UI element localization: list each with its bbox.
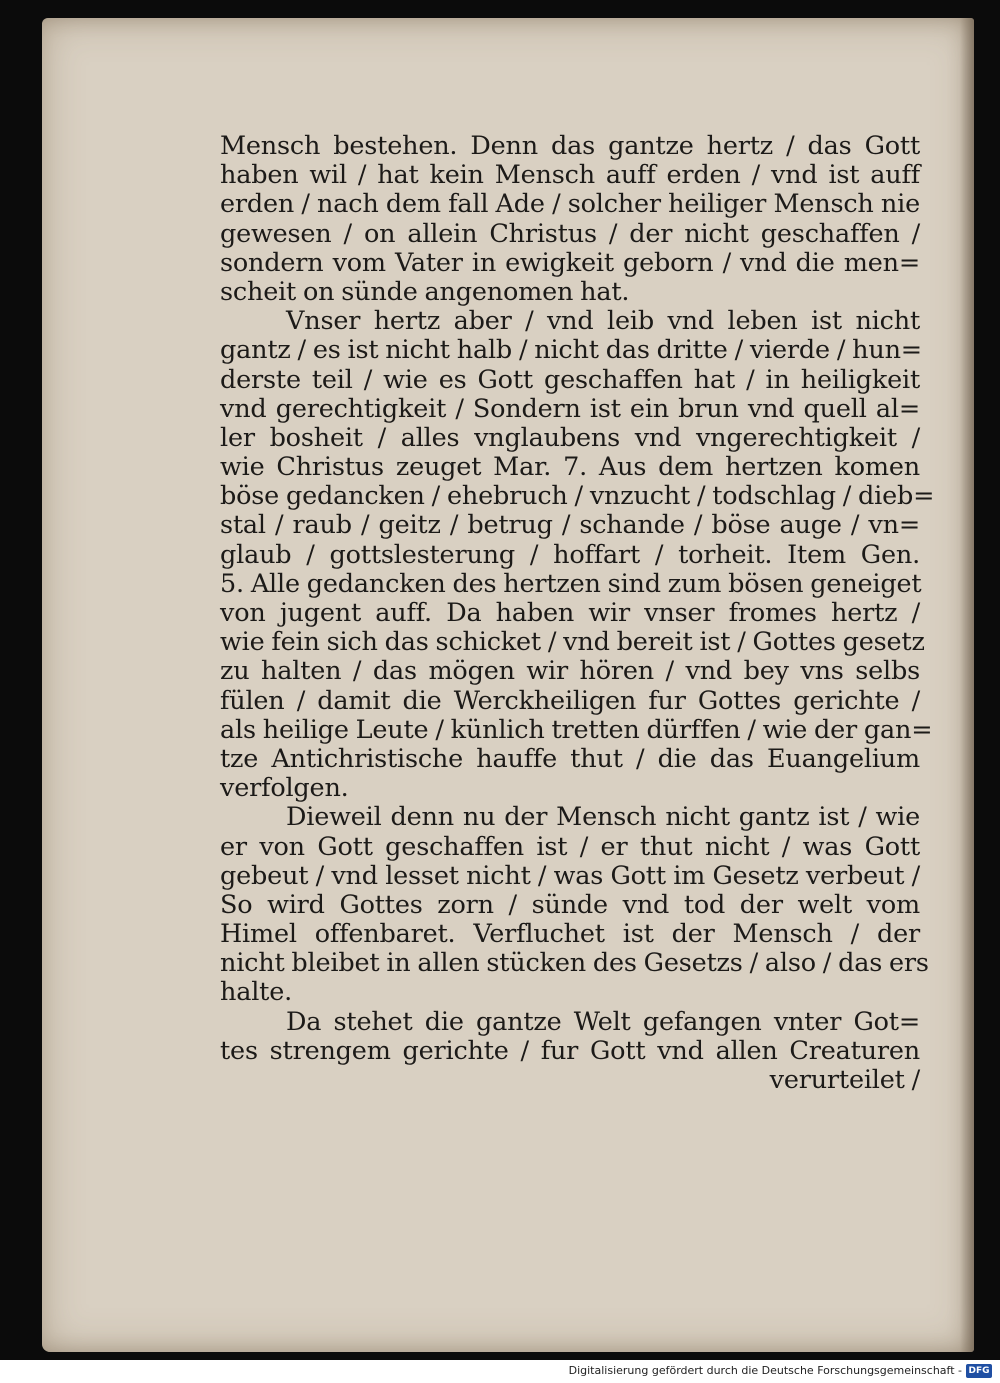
footer-bar: [0, 1360, 1000, 1383]
text-line: erden / nach dem fall Ade / solcher heiliger Mensch nie: [220, 189, 920, 220]
text-line: glaub / gottslesterung / hoffart / torheit. Item Gen.: [220, 539, 920, 570]
dfg-logo: DFG: [966, 1364, 992, 1378]
text-line: halte.: [220, 977, 293, 1008]
text-line: Mensch bestehen. Denn das gantze hertz / das Gott: [220, 131, 920, 161]
text-line: haben wil / hat kein Mensch auff erden / vnd ist auff: [220, 160, 920, 191]
text-line: zu halten / das mögen wir hören / vnd bey vns selbs: [220, 656, 920, 687]
text-line: ler bosheit / alles vnglaubens vnd vngerechtigkeit /: [220, 422, 920, 453]
text-line: wie fein sich das schicket / vnd bereit ist / Gottes gesetz: [220, 627, 925, 658]
text-line: fülen / damit die Werckheiligen fur Gottes gerichte /: [220, 685, 920, 716]
text-line: von jugent auff. Da haben wir vnser fromes hertz /: [220, 598, 920, 628]
funding-credit: Digitalisierung gefördert durch die Deutsche Forschungsgemeinschaft -: [568, 1364, 962, 1377]
text-line: 5. Alle gedancken des hertzen sind zum bösen geneiget: [220, 568, 922, 599]
text-line: er von Gott geschaffen ist / er thut nicht / was Gott: [220, 831, 920, 862]
text-line: derste teil / wie es Gott geschaffen hat / in heiligkeit: [220, 364, 920, 395]
text-line: nicht bleibet in allen stücken des Gesetzs / also / das ers: [220, 948, 929, 979]
text-line: tes strengem gerichte / fur Gott vnd allen Creaturen: [220, 1035, 920, 1066]
text-line: verurteilet /: [769, 1065, 920, 1095]
text-line: tze Antichristische hauffe thut / die das Euangelium: [220, 743, 920, 774]
text-line: Vnser hertz aber / vnd leib vnd leben ist nicht: [286, 306, 920, 337]
text-line: Dieweil denn nu der Mensch nicht gantz ist / wie: [286, 802, 920, 833]
text-line: stal / raub / geitz / betrug / schande / böse auge / vn=: [220, 510, 920, 541]
text-line: Da stehet die gantze Welt gefangen vnter Got=: [286, 1006, 920, 1037]
text-line: vnd gerechtigkeit / Sondern ist ein brun vnd quell al=: [220, 393, 920, 424]
text-line: gantz / es ist nicht halb / nicht das dritte / vierde / hun=: [220, 335, 922, 366]
text-line: So wird Gottes zorn / sünde vnd tod der welt vom: [220, 889, 920, 920]
text-line: wie Christus zeuget Mar. 7. Aus dem hertzen komen: [220, 452, 920, 483]
text-block: [220, 131, 935, 1095]
text-line: sondern vom Vater in ewigkeit geborn / vnd die men=: [220, 247, 920, 278]
page-edge-shadow: [960, 18, 974, 1352]
text-line: verfolgen.: [220, 773, 349, 804]
text-line: böse gedancken / ehebruch / vnzucht / todschlag / dieb=: [220, 481, 935, 512]
text-line: gewesen / on allein Christus / der nicht geschaffen /: [220, 218, 920, 249]
text-line: scheit on sünde angenomen hat.: [220, 276, 630, 307]
text-line: als heilige Leute / künlich tretten dürffen / wie der gan=: [220, 714, 933, 745]
text-line: gebeut / vnd lesset nicht / was Gott im Gesetz verbeut /: [220, 860, 920, 891]
text-line: Himel offenbaret. Verfluchet ist der Mensch / der: [220, 919, 920, 950]
